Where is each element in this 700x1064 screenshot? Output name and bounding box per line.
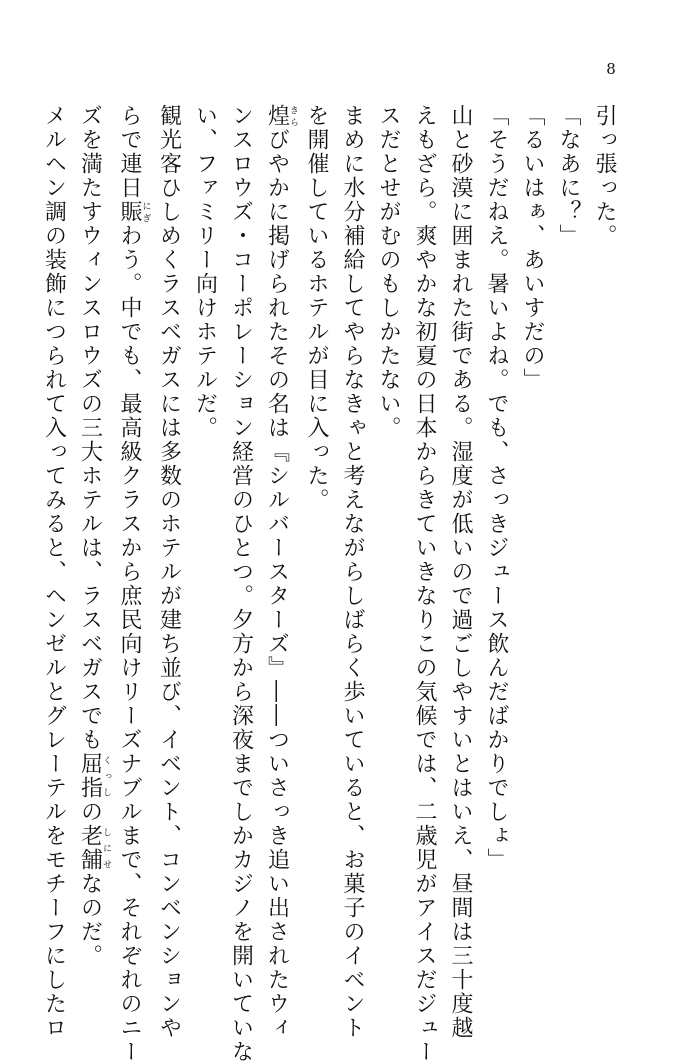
ruby-base: 賑 [117,200,142,224]
text-line-head: らで連日 [117,104,142,200]
ruby-kusshi [77,752,111,800]
text-line: スだとせがむのもしかたない。 [376,104,401,440]
text-line: 「そうだねえ。暑いよね。でも、さっきジュース飲んだばかりでしょ」 [484,104,509,872]
ruby-kirabiyaka [264,104,298,128]
text-line-mid: の [77,800,103,824]
text-line-ruby [259,104,299,1040]
text-line: 引っ張った。 [592,104,617,248]
novel-text [41,104,622,1064]
text-line-rest: びやかに掲げられたその名は『シルバースターズ』――ついさっき追い出されたウィ [264,128,290,1040]
text-line: を開催しているホテルが目に入った。 [304,104,329,512]
text-line: い、ファミリー向けホテルだ。 [192,104,218,440]
text-line: えもざら。爽やかな初夏の日本からきていきなりこの気候では、二歳児がアイスだジュー [412,104,437,1064]
ruby-base: 屈指 [77,752,103,800]
text-line-rest: なのだ。 [77,872,103,968]
text-line-ruby [72,104,112,968]
ruby-base: 老舗 [77,824,103,872]
ruby-reading: くっし [101,752,111,800]
text-line: 「なあに？」 [556,104,581,248]
ruby-reading: きら [288,104,298,128]
page-number: 8 [606,60,616,78]
text-line: 「るいはぁ、あいすだの」 [520,104,545,392]
ruby-shinise [77,824,111,872]
ruby-base: 煌 [264,104,290,128]
text-line: まめに水分補給してやらなきゃと考えながらしばらく歩いていると、お菓子のイベント [340,104,365,1040]
ruby-reading: しにせ [101,824,111,872]
text-line: メルヘン調の装飾につられて入ってみると、ヘンゼルとグレーテルをモチーフにしたロ [41,104,67,1040]
text-line-ruby [111,104,151,1064]
text-line: 観光客ひしめくラスベガスには多数のホテルが建ち並び、イベント、コンベンションや [156,104,182,1040]
text-line-head: ズを満たすウィンスロウズの三大ホテルは、ラスベガスでも [77,104,103,752]
ruby-nigiwau [117,200,151,224]
text-line: 山と砂漠に囲まれた街である。湿度が低いので過ごしやすいとはいえ、昼間は三十度越 [448,104,473,1040]
text-line: ンスロウズ・コーポレーション経営のひとつ。夕方から深夜までしかカジノを開いていな [228,104,254,1064]
ruby-reading: にぎ [140,200,151,224]
text-line-rest: わう。中でも、最高級クラスから庶民向けリーズナブルまで、それぞれのニー [117,224,142,1064]
